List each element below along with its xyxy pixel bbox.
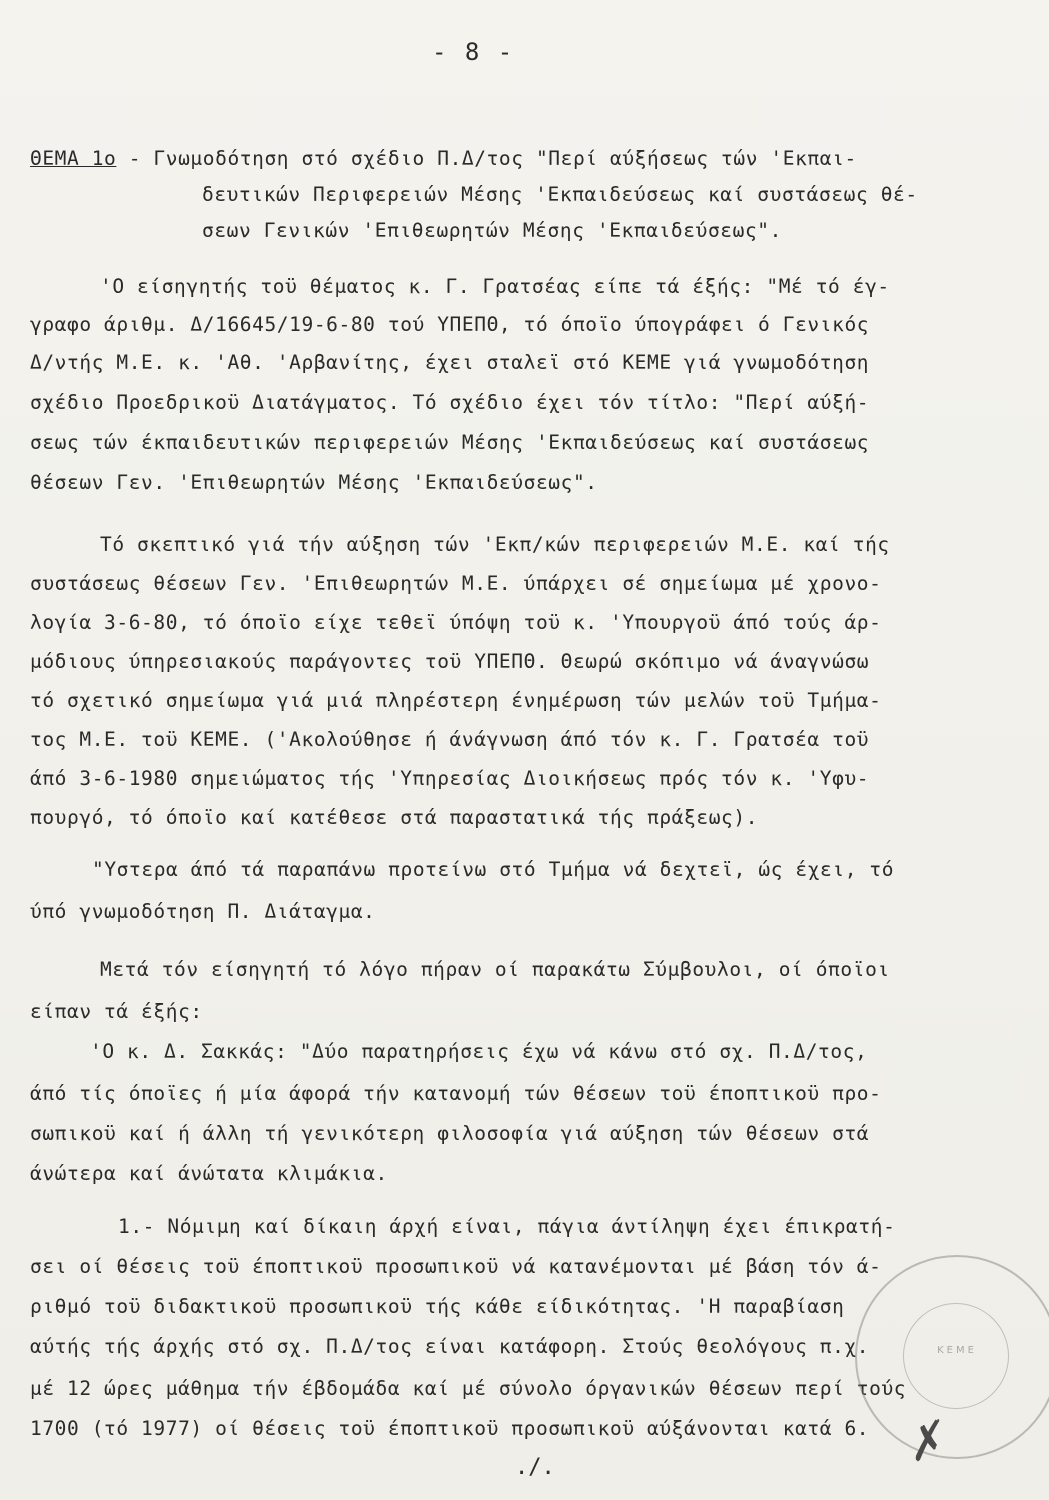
text-line: άπό τίς όποϊες ή μία άφορά τήν κατανομή τών θέσεων τοϋ έποπτικοϋ προ- [30,1082,882,1105]
topic-heading [30,147,857,170]
text-line: μέ 12 ώρες μάθημα τήν έβδομάδα καί μέ σύνολο όργανικών θέσεων περί τούς [30,1377,907,1400]
text-line: σεως τών έκπαιδευτικών περιφερειών Μέσης 'Εκπαιδεύσεως καί συστάσεως [30,431,870,454]
text-line: ύπό γνωμοδότηση Π. Διάταγμα. [30,900,376,923]
text-line: συστάσεως θέσεων Γεν. 'Επιθεωρητών Μ.Ε. ύπάρχει σέ σημείωμα μέ χρονο- [30,572,882,595]
text-line: γραφο άριθμ. Δ/16645/19-6-80 τού ΥΠΕΠΘ, τό όποϊο ύπογράφει ό Γενικός [30,313,870,336]
text-line: - Γνωμοδότηση στό σχέδιο Π.Δ/τος "Περί αύξήσεως τών 'Εκπαι- [116,147,857,170]
stamp-inner-ring [903,1303,1009,1409]
text-line: πουργό, τό όποϊο καί κατέθεσε στά παραστατικά τής πράξεως). [30,806,759,829]
topic-label: ΘΕΜΑ 1ο [30,147,117,170]
text-line: σεων Γενικών 'Επιθεωρητών Μέσης 'Εκπαιδεύσεως". [202,219,782,242]
text-line: αύτής τής άρχής στό σχ. Π.Δ/τος είναι κατάφορη. Στούς θεολόγους π.χ. [30,1335,870,1358]
text-line: μόδιους ύπηρεσιακούς παράγοντες τοϋ ΥΠΕΠΘ. Θεωρώ σκόπιμο νά άναγνώσω [30,650,870,673]
text-line: Μετά τόν είσηγητή τό λόγο πήραν οί παρακάτω Σύμβουλοι, οί όποϊοι [100,958,890,981]
text-line: τος Μ.Ε. τοϋ ΚΕΜΕ. ('Ακολούθησε ή άνάγνωση άπό τόν κ. Γ. Γρατσέα τοϋ [30,728,870,751]
text-line: 'Ο είσηγητής τοϋ θέματος κ. Γ. Γρατσέας είπε τά έξής: "Μέ τό έγ- [100,275,890,298]
page-number: - 8 - [432,38,515,66]
official-stamp [855,1255,1049,1459]
text-line: άνώτερα καί άνώτατα κλιμάκια. [30,1162,388,1185]
text-line: 1700 (τό 1977) οί θέσεις τοϋ έποπτικοϋ προσωπικοϋ αύξάνονται κατά 6. [30,1417,870,1440]
text-line: σχέδιο Προεδρικοϋ Διατάγματος. Τό σχέδιο έχει τόν τίτλο: "Περί αύξή- [30,391,870,414]
text-line: λογία 3-6-80, τό όποϊο είχε τεθεϊ ύπόψη τοϋ κ. 'Υπουργοϋ άπό τούς άρ- [30,611,882,634]
text-line: σωπικοϋ καί ή άλλη τή γενικότερη φιλοσοφία γιά αύξηση τών θέσεων στά [30,1122,870,1145]
text-line: Δ/ντής Μ.Ε. κ. 'Αθ. 'Αρβανίτης, έχει σταλεϊ στό ΚΕΜΕ γιά γνωμοδότηση [30,351,870,374]
text-line: "Υστερα άπό τά παραπάνω προτείνω στό Τμήμα νά δεχτεϊ, ώς έχει, τό [92,858,895,881]
text-line: Τό σκεπτικό γιά τήν αύξηση τών 'Εκπ/κών περιφερειών Μ.Ε. καί τής [100,533,890,556]
text-line: είπαν τά έξής: [30,1000,203,1023]
text-line: 1.- Νόμιμη καί δίκαιη άρχή είναι, πάγια άντίληψη έχει έπικρατή- [118,1215,896,1238]
text-line: άπό 3-6-1980 σημειώματος τής 'Υπηρεσίας Διοικήσεως πρός τόν κ. 'Υφυ- [30,767,870,790]
continuation-mark: ./. [515,1455,555,1480]
text-line: σει οί θέσεις τοϋ έποπτικοϋ προσωπικοϋ νά κατανέμονται μέ βάση τόν ά- [30,1255,882,1278]
signature-mark: ✗ [897,1410,951,1474]
stamp-text: ΚΕΜΕ [937,1345,977,1356]
text-line: ριθμό τοϋ διδακτικοϋ προσωπικοϋ τής κάθε είδικότητας. 'Η παραβίαση [30,1295,845,1318]
text-line: 'Ο κ. Δ. Σακκάς: "Δύο παρατηρήσεις έχω νά κάνω στό σχ. Π.Δ/τος, [90,1040,868,1063]
text-line: τό σχετικό σημείωμα γιά μιά πληρέστερη ένημέρωση τών μελών τοϋ Τμήμα- [30,689,882,712]
text-line: θέσεων Γεν. 'Επιθεωρητών Μέσης 'Εκπαιδεύσεως". [30,471,598,494]
text-line: δευτικών Περιφερειών Μέσης 'Εκπαιδεύσεως καί συστάσεως θέ- [202,183,918,206]
